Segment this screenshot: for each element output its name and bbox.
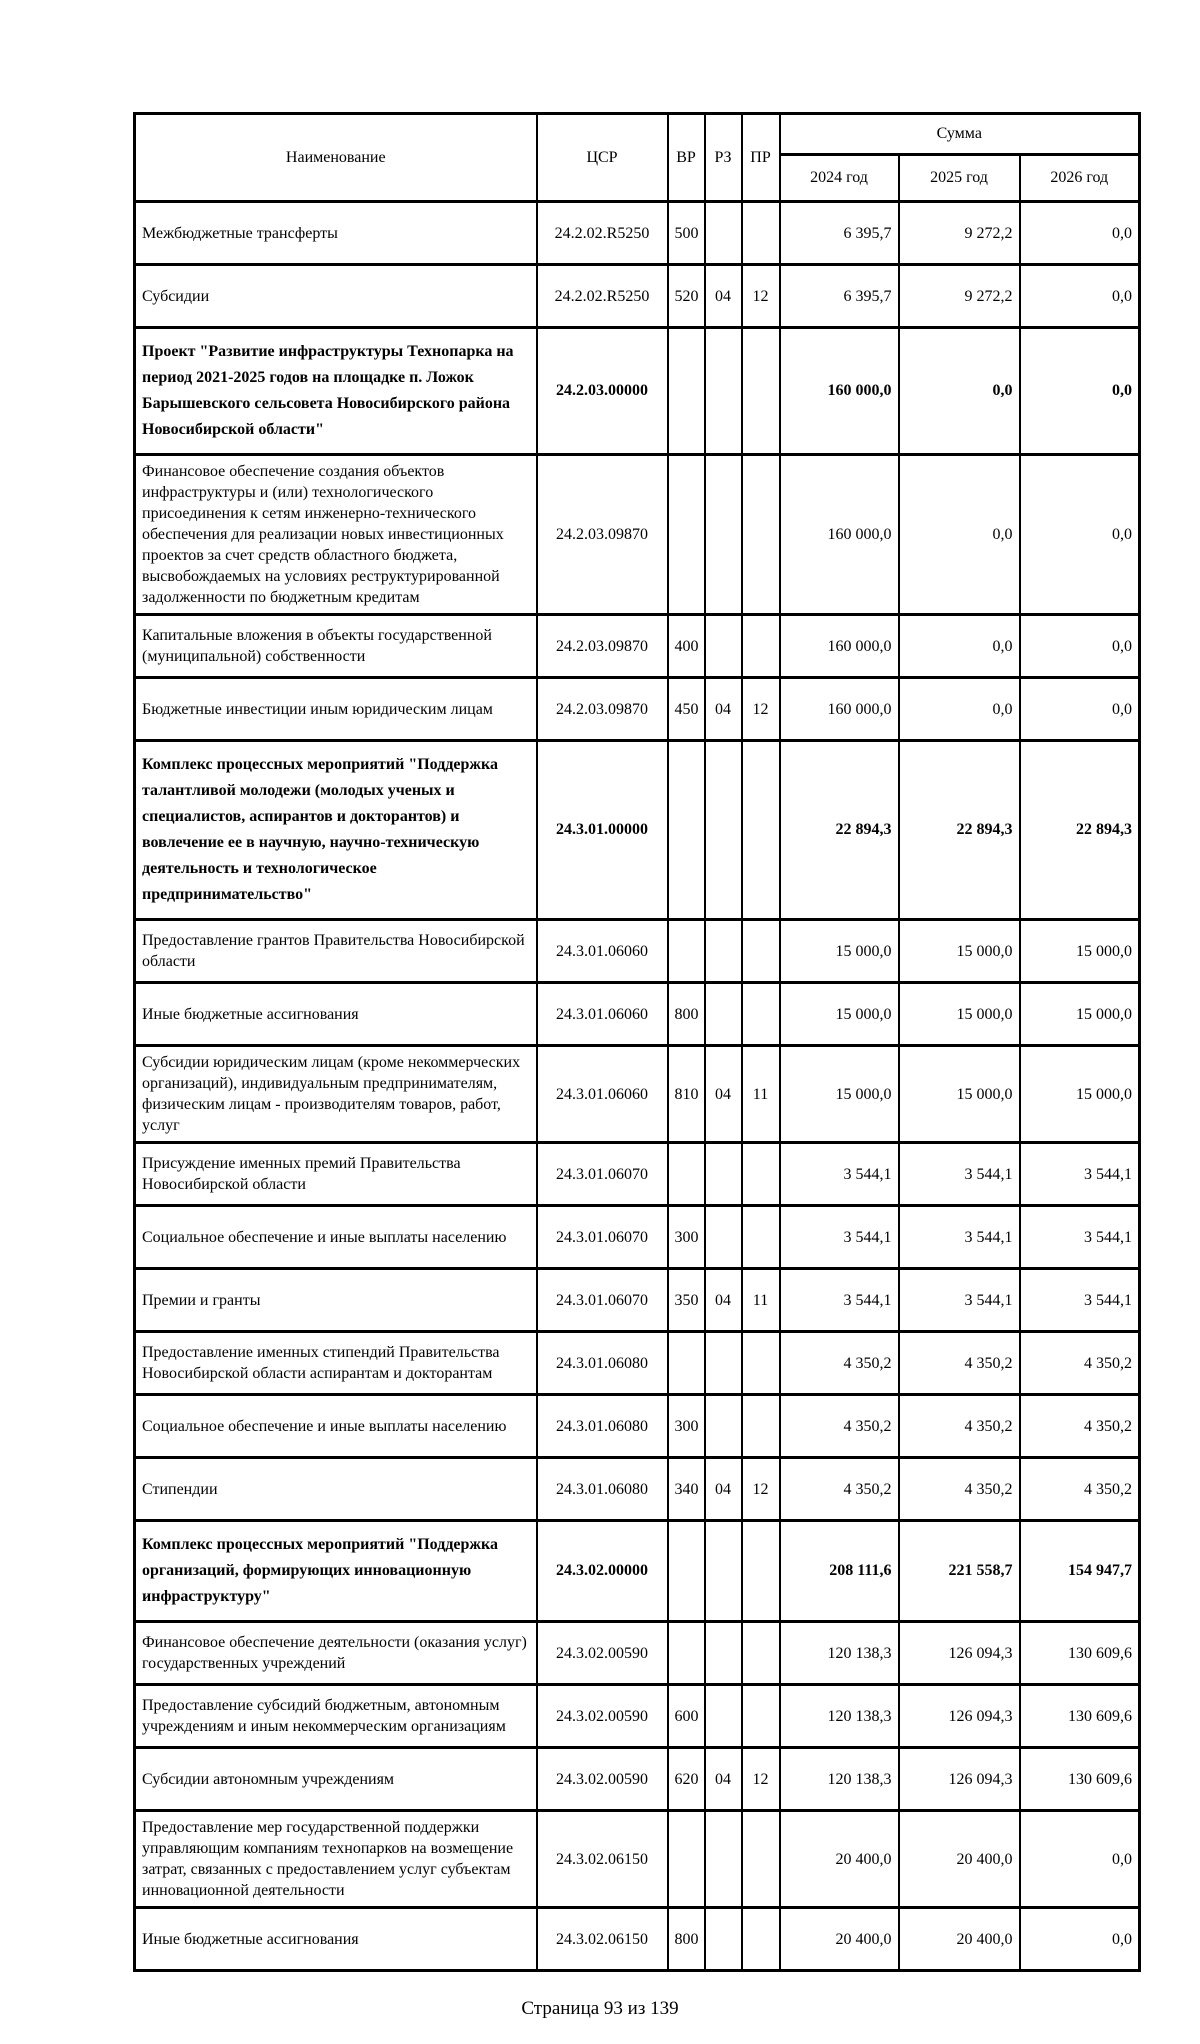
csr-cell: 24.3.01.06060 [537, 920, 668, 983]
csr-cell: 24.3.01.06070 [537, 1206, 668, 1269]
table-row [135, 1395, 1140, 1458]
row-name-cell: Стипендии [135, 1458, 537, 1521]
amount-2026-cell: 0,0 [1020, 455, 1140, 615]
rz-cell [705, 455, 742, 615]
rz-cell: 04 [705, 1046, 742, 1143]
pr-cell [742, 1143, 780, 1206]
row-name-cell: Иные бюджетные ассигнования [135, 983, 537, 1046]
amount-2025-cell: 3 544,1 [899, 1269, 1020, 1332]
row-name-cell: Бюджетные инвестиции иным юридическим лицам [135, 678, 537, 741]
vr-cell [668, 920, 705, 983]
csr-cell: 24.2.03.09870 [537, 455, 668, 615]
amount-2025-cell: 0,0 [899, 455, 1020, 615]
amount-2025-cell: 4 350,2 [899, 1458, 1020, 1521]
pr-cell [742, 1206, 780, 1269]
table-row [135, 455, 1140, 615]
vr-cell [668, 455, 705, 615]
vr-cell: 300 [668, 1206, 705, 1269]
amount-2024-cell: 6 395,7 [780, 265, 899, 328]
column-header-name: Наименование [135, 114, 537, 202]
pr-cell [742, 1811, 780, 1908]
amount-2024-cell: 4 350,2 [780, 1395, 899, 1458]
row-name-cell: Межбюджетные трансферты [135, 202, 537, 265]
column-header-vr: ВР [668, 114, 705, 202]
column-header-csr: ЦСР [537, 114, 668, 202]
pr-cell: 12 [742, 1748, 780, 1811]
table-row [135, 1908, 1140, 1971]
amount-2025-cell: 0,0 [899, 615, 1020, 678]
row-name-cell: Присуждение именных премий Правительства Новосибирской области [135, 1143, 537, 1206]
amount-2026-cell: 0,0 [1020, 615, 1140, 678]
vr-cell: 300 [668, 1395, 705, 1458]
column-header-year-2024: 2024 год [780, 155, 899, 202]
table-row [135, 678, 1140, 741]
row-name-cell: Субсидии [135, 265, 537, 328]
amount-2024-cell: 120 138,3 [780, 1748, 899, 1811]
csr-cell: 24.3.01.06060 [537, 1046, 668, 1143]
row-name-cell: Предоставление грантов Правительства Новосибирской области [135, 920, 537, 983]
pr-cell [742, 328, 780, 455]
page-number: Страница 93 из 139 [521, 1998, 679, 2019]
row-name-cell: Финансовое обеспечение деятельности (оказания услуг) государственных учреждений [135, 1622, 537, 1685]
column-header-sum: Сумма [780, 114, 1140, 155]
vr-cell [668, 1521, 705, 1622]
row-name-cell: Предоставление мер государственной поддержки управляющим компаниям технопарков на возмещение затрат, связанных с предоставлением услуг субъектам инновационной деятельности [135, 1811, 537, 1908]
row-name-cell: Предоставление субсидий бюджетным, автономным учреждениям и иным некоммерческим организациям [135, 1685, 537, 1748]
amount-2024-cell: 6 395,7 [780, 202, 899, 265]
vr-cell [668, 741, 705, 920]
column-header-pr: ПР [742, 114, 780, 202]
amount-2025-cell: 126 094,3 [899, 1748, 1020, 1811]
amount-2026-cell: 4 350,2 [1020, 1395, 1140, 1458]
vr-cell [668, 1143, 705, 1206]
vr-cell: 520 [668, 265, 705, 328]
pr-cell: 11 [742, 1269, 780, 1332]
csr-cell: 24.3.01.06070 [537, 1269, 668, 1332]
csr-cell: 24.3.01.06080 [537, 1332, 668, 1395]
amount-2026-cell: 15 000,0 [1020, 920, 1140, 983]
vr-cell [668, 1622, 705, 1685]
pr-cell [742, 1521, 780, 1622]
row-name-cell: Проект "Развитие инфраструктуры Технопарка на период 2021-2025 годов на площадке п. Ложок Барышевского сельсовета Новосибирского района Новосибирской области" [135, 328, 537, 455]
csr-cell: 24.2.02.R5250 [537, 265, 668, 328]
pr-cell [742, 455, 780, 615]
vr-cell: 810 [668, 1046, 705, 1143]
csr-cell: 24.3.02.00000 [537, 1521, 668, 1622]
amount-2026-cell: 0,0 [1020, 678, 1140, 741]
rz-cell [705, 1685, 742, 1748]
amount-2025-cell: 126 094,3 [899, 1685, 1020, 1748]
amount-2025-cell: 0,0 [899, 678, 1020, 741]
column-header-rz: РЗ [705, 114, 742, 202]
amount-2026-cell: 0,0 [1020, 1908, 1140, 1971]
vr-cell: 350 [668, 1269, 705, 1332]
rz-cell [705, 202, 742, 265]
rz-cell [705, 1395, 742, 1458]
csr-cell: 24.3.01.00000 [537, 741, 668, 920]
row-name-cell: Финансовое обеспечение создания объектов инфраструктуры и (или) технологического присоединения к сетям инженерно-технического обеспечения для реализации новых инвестиционных проектов за счет средств областного бюджета, высвобождаемых на условиях реструктурированной задолженности по бюджетным кредитам [135, 455, 537, 615]
table-row [135, 1521, 1140, 1622]
amount-2026-cell: 3 544,1 [1020, 1269, 1140, 1332]
csr-cell: 24.2.03.00000 [537, 328, 668, 455]
amount-2024-cell: 160 000,0 [780, 455, 899, 615]
csr-cell: 24.3.02.06150 [537, 1811, 668, 1908]
table-row [135, 202, 1140, 265]
amount-2024-cell: 4 350,2 [780, 1332, 899, 1395]
rz-cell [705, 1521, 742, 1622]
rz-cell [705, 1622, 742, 1685]
table-row [135, 920, 1140, 983]
table-row [135, 1811, 1140, 1908]
pr-cell [742, 202, 780, 265]
amount-2024-cell: 3 544,1 [780, 1206, 899, 1269]
row-name-cell: Предоставление именных стипендий Правительства Новосибирской области аспирантам и докторантам [135, 1332, 537, 1395]
pr-cell: 12 [742, 678, 780, 741]
row-name-cell: Субсидии автономным учреждениям [135, 1748, 537, 1811]
csr-cell: 24.3.02.06150 [537, 1908, 668, 1971]
rz-cell: 04 [705, 678, 742, 741]
table-row [135, 265, 1140, 328]
amount-2025-cell: 9 272,2 [899, 202, 1020, 265]
rz-cell: 04 [705, 1458, 742, 1521]
table-row [135, 1206, 1140, 1269]
table-row [135, 328, 1140, 455]
amount-2024-cell: 120 138,3 [780, 1685, 899, 1748]
amount-2024-cell: 20 400,0 [780, 1811, 899, 1908]
amount-2024-cell: 3 544,1 [780, 1269, 899, 1332]
row-name-cell: Комплекс процессных мероприятий "Поддержка талантливой молодежи (молодых ученых и специалистов, аспирантов и докторантов) и вовлечение ее в научную, научно-техническую деятельность и технологическое предпринимательство" [135, 741, 537, 920]
amount-2026-cell: 4 350,2 [1020, 1458, 1140, 1521]
pr-cell: 12 [742, 265, 780, 328]
table-row [135, 741, 1140, 920]
table-row [135, 1046, 1140, 1143]
pr-cell [742, 920, 780, 983]
amount-2026-cell: 15 000,0 [1020, 1046, 1140, 1143]
amount-2026-cell: 0,0 [1020, 202, 1140, 265]
vr-cell: 340 [668, 1458, 705, 1521]
csr-cell: 24.3.02.00590 [537, 1685, 668, 1748]
document-page [0, 112, 1200, 2044]
amount-2025-cell: 4 350,2 [899, 1332, 1020, 1395]
amount-2025-cell: 3 544,1 [899, 1143, 1020, 1206]
rz-cell: 04 [705, 1748, 742, 1811]
rz-cell [705, 328, 742, 455]
column-header-year-2025: 2025 год [899, 155, 1020, 202]
amount-2025-cell: 4 350,2 [899, 1395, 1020, 1458]
csr-cell: 24.3.01.06080 [537, 1458, 668, 1521]
amount-2025-cell: 0,0 [899, 328, 1020, 455]
amount-2026-cell: 130 609,6 [1020, 1622, 1140, 1685]
row-name-cell: Субсидии юридическим лицам (кроме некоммерческих организаций), индивидуальным предпринимателям, физическим лицам - производителям товаров, работ, услуг [135, 1046, 537, 1143]
rz-cell [705, 1811, 742, 1908]
pr-cell [742, 983, 780, 1046]
vr-cell: 800 [668, 983, 705, 1046]
pr-cell [742, 1908, 780, 1971]
vr-cell: 600 [668, 1685, 705, 1748]
pr-cell [742, 1622, 780, 1685]
table-row [135, 1748, 1140, 1811]
amount-2026-cell: 0,0 [1020, 1811, 1140, 1908]
table-row [135, 983, 1140, 1046]
csr-cell: 24.2.03.09870 [537, 615, 668, 678]
amount-2026-cell: 4 350,2 [1020, 1332, 1140, 1395]
header-row-top [135, 114, 1140, 155]
amount-2025-cell: 20 400,0 [899, 1811, 1020, 1908]
amount-2026-cell: 15 000,0 [1020, 983, 1140, 1046]
rz-cell [705, 1143, 742, 1206]
amount-2024-cell: 160 000,0 [780, 678, 899, 741]
pr-cell [742, 1395, 780, 1458]
vr-cell [668, 1332, 705, 1395]
table-row [135, 1332, 1140, 1395]
csr-cell: 24.3.01.06060 [537, 983, 668, 1046]
amount-2024-cell: 3 544,1 [780, 1143, 899, 1206]
rz-cell [705, 1332, 742, 1395]
table-body [135, 202, 1140, 1971]
amount-2026-cell: 3 544,1 [1020, 1206, 1140, 1269]
amount-2025-cell: 126 094,3 [899, 1622, 1020, 1685]
amount-2026-cell: 130 609,6 [1020, 1748, 1140, 1811]
pr-cell [742, 741, 780, 920]
amount-2026-cell: 154 947,7 [1020, 1521, 1140, 1622]
amount-2024-cell: 160 000,0 [780, 615, 899, 678]
csr-cell: 24.3.02.00590 [537, 1748, 668, 1811]
amount-2025-cell: 15 000,0 [899, 1046, 1020, 1143]
amount-2024-cell: 15 000,0 [780, 1046, 899, 1143]
rz-cell [705, 741, 742, 920]
vr-cell: 500 [668, 202, 705, 265]
vr-cell: 620 [668, 1748, 705, 1811]
amount-2024-cell: 160 000,0 [780, 328, 899, 455]
row-name-cell: Комплекс процессных мероприятий "Поддержка организаций, формирующих инновационную инфраструктуру" [135, 1521, 537, 1622]
rz-cell: 04 [705, 265, 742, 328]
row-name-cell: Премии и гранты [135, 1269, 537, 1332]
csr-cell: 24.3.02.00590 [537, 1622, 668, 1685]
rz-cell: 04 [705, 1269, 742, 1332]
csr-cell: 24.2.02.R5250 [537, 202, 668, 265]
csr-cell: 24.3.01.06080 [537, 1395, 668, 1458]
pr-cell [742, 1685, 780, 1748]
budget-table [133, 112, 1141, 1972]
vr-cell: 800 [668, 1908, 705, 1971]
rz-cell [705, 615, 742, 678]
amount-2025-cell: 15 000,0 [899, 920, 1020, 983]
row-name-cell: Социальное обеспечение и иные выплаты населению [135, 1206, 537, 1269]
row-name-cell: Капитальные вложения в объекты государственной (муниципальной) собственности [135, 615, 537, 678]
amount-2026-cell: 3 544,1 [1020, 1143, 1140, 1206]
amount-2025-cell: 221 558,7 [899, 1521, 1020, 1622]
column-header-year-2026: 2026 год [1020, 155, 1140, 202]
amount-2024-cell: 20 400,0 [780, 1908, 899, 1971]
amount-2024-cell: 4 350,2 [780, 1458, 899, 1521]
rz-cell [705, 983, 742, 1046]
amount-2026-cell: 130 609,6 [1020, 1685, 1140, 1748]
amount-2026-cell: 0,0 [1020, 265, 1140, 328]
row-name-cell: Социальное обеспечение и иные выплаты населению [135, 1395, 537, 1458]
table-header [135, 114, 1140, 202]
amount-2026-cell: 22 894,3 [1020, 741, 1140, 920]
table-row [135, 1269, 1140, 1332]
pr-cell [742, 615, 780, 678]
table-row [135, 1458, 1140, 1521]
table-row [135, 1143, 1140, 1206]
amount-2024-cell: 15 000,0 [780, 920, 899, 983]
table-row [135, 1685, 1140, 1748]
amount-2025-cell: 22 894,3 [899, 741, 1020, 920]
vr-cell [668, 1811, 705, 1908]
vr-cell [668, 328, 705, 455]
pr-cell: 12 [742, 1458, 780, 1521]
table-row [135, 615, 1140, 678]
csr-cell: 24.2.03.09870 [537, 678, 668, 741]
table-row [135, 1622, 1140, 1685]
vr-cell: 400 [668, 615, 705, 678]
amount-2025-cell: 9 272,2 [899, 265, 1020, 328]
csr-cell: 24.3.01.06070 [537, 1143, 668, 1206]
rz-cell [705, 1206, 742, 1269]
amount-2024-cell: 22 894,3 [780, 741, 899, 920]
amount-2025-cell: 20 400,0 [899, 1908, 1020, 1971]
amount-2024-cell: 120 138,3 [780, 1622, 899, 1685]
amount-2024-cell: 15 000,0 [780, 983, 899, 1046]
pr-cell: 11 [742, 1046, 780, 1143]
vr-cell: 450 [668, 678, 705, 741]
amount-2025-cell: 15 000,0 [899, 983, 1020, 1046]
amount-2026-cell: 0,0 [1020, 328, 1140, 455]
amount-2025-cell: 3 544,1 [899, 1206, 1020, 1269]
pr-cell [742, 1332, 780, 1395]
rz-cell [705, 920, 742, 983]
amount-2024-cell: 208 111,6 [780, 1521, 899, 1622]
rz-cell [705, 1908, 742, 1971]
row-name-cell: Иные бюджетные ассигнования [135, 1908, 537, 1971]
